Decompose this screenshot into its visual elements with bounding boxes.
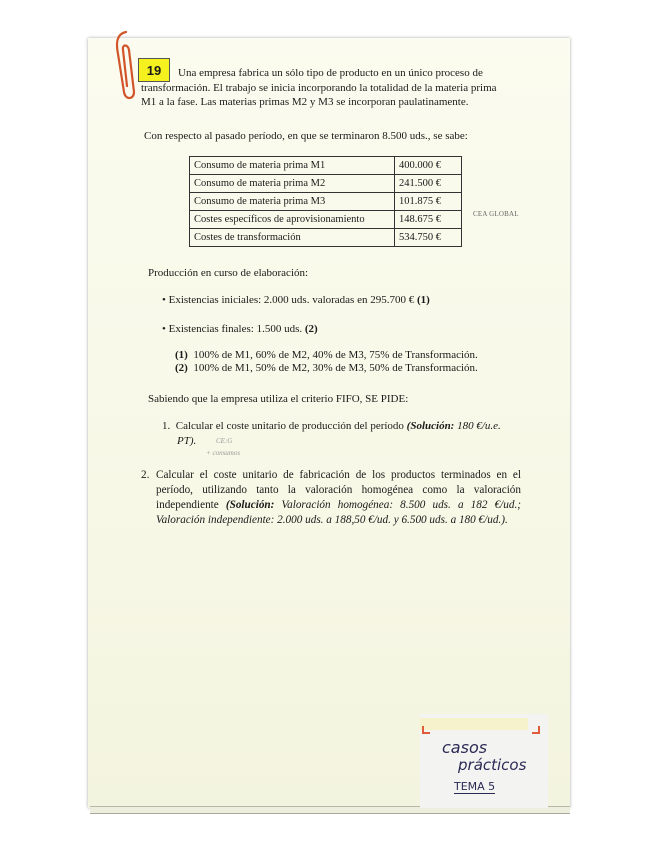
intro-line-2: transformación. El trabajo se inicia incorporando la totalidad de la materia prima <box>141 82 497 94</box>
question-1-line-2 <box>177 434 196 448</box>
cost-concept: Consumo de materia prima M1 <box>190 157 395 175</box>
bullet-item <box>162 322 318 336</box>
table-row <box>190 193 462 211</box>
table-row <box>190 211 462 229</box>
question-number: 2. <box>141 469 150 481</box>
wip-heading: Producción en curso de elaboración: <box>148 267 309 279</box>
cost-value: 400.000 € <box>395 157 462 175</box>
note-line-1 <box>175 348 478 362</box>
cost-concept: Costes de transformación <box>190 229 395 247</box>
intro-line-3: M1 a la fase. Las materias primas M2 y M3 se incorporan paulatinamente. <box>141 96 469 108</box>
note-ref: (1) <box>175 349 188 361</box>
handwritten-note: CE:G <box>216 437 233 445</box>
cost-value: 241.500 € <box>395 175 462 193</box>
question-2 <box>141 468 521 528</box>
bullet-icon: • <box>162 323 169 335</box>
context-text: Con respecto al pasado período, en que se terminaron 8.500 uds., se sabe: <box>144 130 468 142</box>
bullet-ref: (2) <box>304 323 318 335</box>
cost-table <box>189 156 462 247</box>
cost-concept: Costes específicos de aprovisionamiento <box>190 211 395 229</box>
note-text: 100% de M1, 60% de M2, 40% de M3, 75% de Transformación. <box>193 349 478 361</box>
bullet-icon: • <box>162 294 169 306</box>
cost-value: 534.750 € <box>395 229 462 247</box>
table-row <box>190 175 462 193</box>
solution-text: Valoración homogénea: 8.500 uds. a 182 €/ud.; Valoración independiente: 2.000 uds. a 188,50 €/ud. y 6.500 uds. a 180 €/ud.). <box>156 499 521 526</box>
table-row <box>190 229 462 247</box>
solution-value: 180 €/u.e. <box>454 420 501 432</box>
cost-value: 148.675 € <box>395 211 462 229</box>
problem-number-badge: 19 <box>138 58 170 82</box>
solution-label: (Solución: <box>225 499 275 511</box>
question-text-end: PT). <box>177 435 197 447</box>
cost-concept: Consumo de materia prima M3 <box>190 193 395 211</box>
solution-label: (Solución: <box>406 420 455 432</box>
bullet-ref: (1) <box>416 294 430 306</box>
sticky-note-corner <box>532 726 540 734</box>
bullet-text: Existencias finales: 1.500 uds. <box>168 323 303 335</box>
table-annotation: CEA GLOBAL <box>473 210 519 218</box>
question-1-line-1 <box>162 419 501 433</box>
sticky-note-corner <box>422 726 430 734</box>
criterion-text: Sabiendo que la empresa utiliza el criterio FIFO, SE PIDE: <box>148 393 409 405</box>
sticky-note-line-3: TEMA 5 <box>454 780 496 793</box>
sticky-note-line-2: prácticos <box>458 756 527 774</box>
note-text: 100% de M1, 50% de M2, 30% de M3, 50% de Transformación. <box>193 362 478 374</box>
table-row <box>190 157 462 175</box>
intro-line-1: Una empresa fabrica un sólo tipo de producto en un único proceso de <box>178 67 483 79</box>
cost-value: 101.875 € <box>395 193 462 211</box>
note-ref: (2) <box>175 362 188 374</box>
sticky-note-line-1: casos <box>442 738 488 757</box>
cost-concept: Consumo de materia prima M2 <box>190 175 395 193</box>
question-number: 1. <box>162 420 171 432</box>
question-text: Calcular el coste unitario de fabricación de los productos terminados en el período, utilizando tanto la valoración homogénea como la valoración independiente <box>156 469 521 511</box>
handwritten-note: + consumos <box>206 449 241 457</box>
sticky-note <box>420 714 548 808</box>
sticky-note-band <box>420 718 528 730</box>
bullet-text: Existencias iniciales: 2.000 uds. valoradas en 295.700 € <box>168 294 415 306</box>
bullet-item <box>162 293 430 307</box>
note-line-2 <box>175 361 478 375</box>
question-text: Calcular el coste unitario de producción del período <box>175 420 407 432</box>
